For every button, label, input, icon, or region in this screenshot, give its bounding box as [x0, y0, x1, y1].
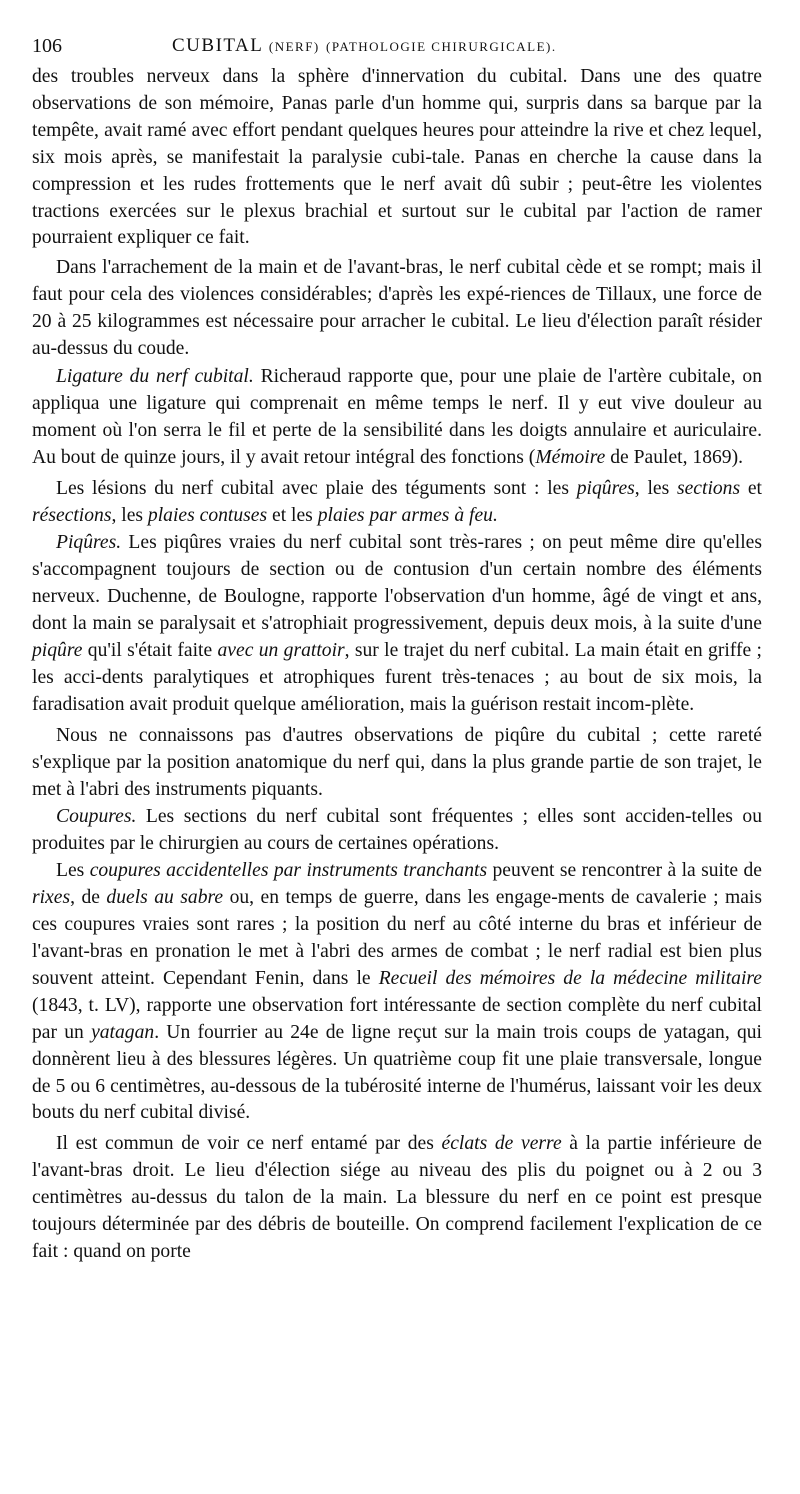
- paragraph-8: [32, 858, 762, 1127]
- italic-run: Mémoire: [535, 446, 606, 468]
- text-run: Les lésions du nerf cubital avec plaie des téguments sont : les: [56, 477, 577, 499]
- italic-run: piqûres: [576, 477, 635, 499]
- text-run: Dans l'arrachement de la main et de l'avant-bras, le nerf cubital cède et se rompt; mais il faut pour cela des violences considérables; d'après les expé-riences de Tillaux, une force de 20 à 25 kilogrammes est nécessaire pour arracher le cubital. Le lieu d'élection paraît résider au-dessus du coude.: [32, 257, 762, 360]
- body-text: [32, 64, 762, 1266]
- italic-run: plaies contuses: [147, 504, 268, 526]
- italic-run: yatagan: [91, 1021, 155, 1043]
- text-run: de Paulet, 1869).: [605, 446, 744, 468]
- italic-run: coupures accidentelles par instruments tranchants: [89, 860, 488, 882]
- running-title-section: (PATHOLOGIE CHIRURGICALE).: [326, 39, 557, 54]
- italic-run: avec un grattoir: [217, 640, 345, 662]
- italic-run: éclats de verre: [441, 1133, 562, 1155]
- text-run: Nous ne connaissons pas d'autres observations de piqûre du cubital ; cette rareté s'explique par la position anatomique du nerf qui, dans la plus grande partie de son trajet, le met à l'abri des instruments piquants.: [32, 724, 762, 800]
- italic-run: rixes: [32, 887, 71, 909]
- text-run: , les: [111, 504, 148, 526]
- text-run: Richeraud rapporte que, pour une plaie de l'artère cubitale, on appliqua une ligature qui comprenait en même temps le nerf. Il y eut vive douleur au moment où l'on serra le fil et perte de la sensibilité dans les doigts annulaire et auriculaire. Au bout de quinze jours, il y avait retour intégral des fonctions (: [32, 365, 762, 468]
- text-run: peuvent se rencontrer à la suite de: [487, 860, 762, 882]
- paragraph-3-ligature: [32, 364, 762, 472]
- paragraph-1: [32, 64, 762, 252]
- paragraph-4-lesions: [32, 476, 762, 530]
- text-run: à la partie inférieure de l'avant-bras droit. Le lieu d'élection siége au niveau des plis du poignet ou à 2 ou 3 centimètres au-dessus du talon de la main. La blessure du nerf en ce point est presque toujours déterminée par des débris de bouteille. On comprend facilement l'explication de ce fait : quand on porte: [32, 1133, 762, 1262]
- text-run: et: [740, 477, 763, 499]
- text-run: Les: [56, 860, 90, 882]
- italic-run: résections: [32, 504, 112, 526]
- page-number: 106: [32, 35, 62, 57]
- paragraph-9: [32, 1131, 762, 1266]
- italic-run: piqûre: [32, 640, 83, 662]
- italic-run: Piqûres.: [56, 532, 122, 554]
- text-run: . Un fourrier au 24e de ligne reçut sur la main trois coups de yatagan, qui donnèrent lieu à des blessures légères. Un quatrième coup fit une plaie transversale, longue de 5 ou 6 centimètres, au-dessous de la tubérosité interne de l'humérus, laissant voir les deux bouts du nerf cubital divisé.: [32, 1021, 762, 1124]
- paragraph-7-coupures: [32, 804, 762, 858]
- running-title-nerf: (NERF): [268, 39, 320, 54]
- text-run: Les sections du nerf cubital sont fréquentes ; elles sont acciden-telles ou produites par le chirurgien au cours de certaines opérations.: [32, 806, 762, 855]
- text-run: , de: [70, 887, 107, 909]
- text-run: ou, en temps de guerre, dans les engage-ments de cavalerie ; mais ces coupures vraies sont rares ; la position du nerf au côté interne du bras et inférieur de l'avant-bras en pronation le met à l'abri des armes de combat ; le nerf radial est bien plus souvent atteint. Cependant Fenin, dans le: [32, 887, 762, 989]
- running-header: [32, 30, 762, 62]
- paragraph-6: [32, 723, 762, 804]
- text-run: , sur le trajet du nerf cubital. La main était en griffe ; les acci-dents paralytiques et atrophiques furent très-tenaces ; au bout de six mois, la faradisation avait produit quelque amélioration, mais la guérison restait incom-plète.: [32, 640, 762, 715]
- text-run: Les piqûres vraies du nerf cubital sont très-rares ; on peut même dire qu'elles s'accompagnent toujours de section ou de contusion d'un certain nombre des éléments nerveux. Duchenne, de Boulogne, rapporte l'observation d'un homme, âgé de vingt et ans, dont la main se paralysait et s'atrophiait progressivement, depuis deux mois, à la suite d'une: [32, 532, 762, 635]
- text-run: (1843, t. LV), rapporte une observation fort intéressante de section complète du nerf cubital par un: [32, 994, 762, 1043]
- text-run: des troubles nerveux dans la sphère d'innervation du cubital. Dans une des quatre observations de son mémoire, Panas parle d'un homme qui, surpris dans sa barque par la tempête, avait ramé avec effort pendant quelques heures pour atteindre la rive et chez lequel, six mois après, se manifestait la paralysie cubi-tale. Panas en cherche la cause dans la compression et les rudes frottements que le nerf avait dû subir ; peut-être les violentes tractions exercées sur le plexus brachial et surtout sur le cubital par l'action de ramer pourraient expliquer ce fait.: [32, 66, 762, 249]
- italic-run: sections: [676, 477, 741, 499]
- paragraph-5-piqures: [32, 530, 762, 718]
- italic-run: Coupures.: [56, 806, 137, 828]
- italic-run: Recueil des mémoires de la médecine militaire: [378, 967, 762, 989]
- paragraph-2: [32, 255, 762, 363]
- text-run: qu'il s'était faite: [82, 640, 218, 662]
- text-run: Il est commun de voir ce nerf entamé par des: [56, 1133, 442, 1155]
- italic-run: plaies par armes à feu.: [317, 504, 498, 526]
- text-run: et les: [267, 504, 318, 526]
- italic-run: duels au sabre: [106, 887, 224, 909]
- text-run: , les: [634, 477, 677, 499]
- running-title: [172, 30, 557, 63]
- italic-run: Ligature du nerf cubital.: [56, 365, 254, 387]
- running-title-word: CUBITAL: [172, 35, 263, 56]
